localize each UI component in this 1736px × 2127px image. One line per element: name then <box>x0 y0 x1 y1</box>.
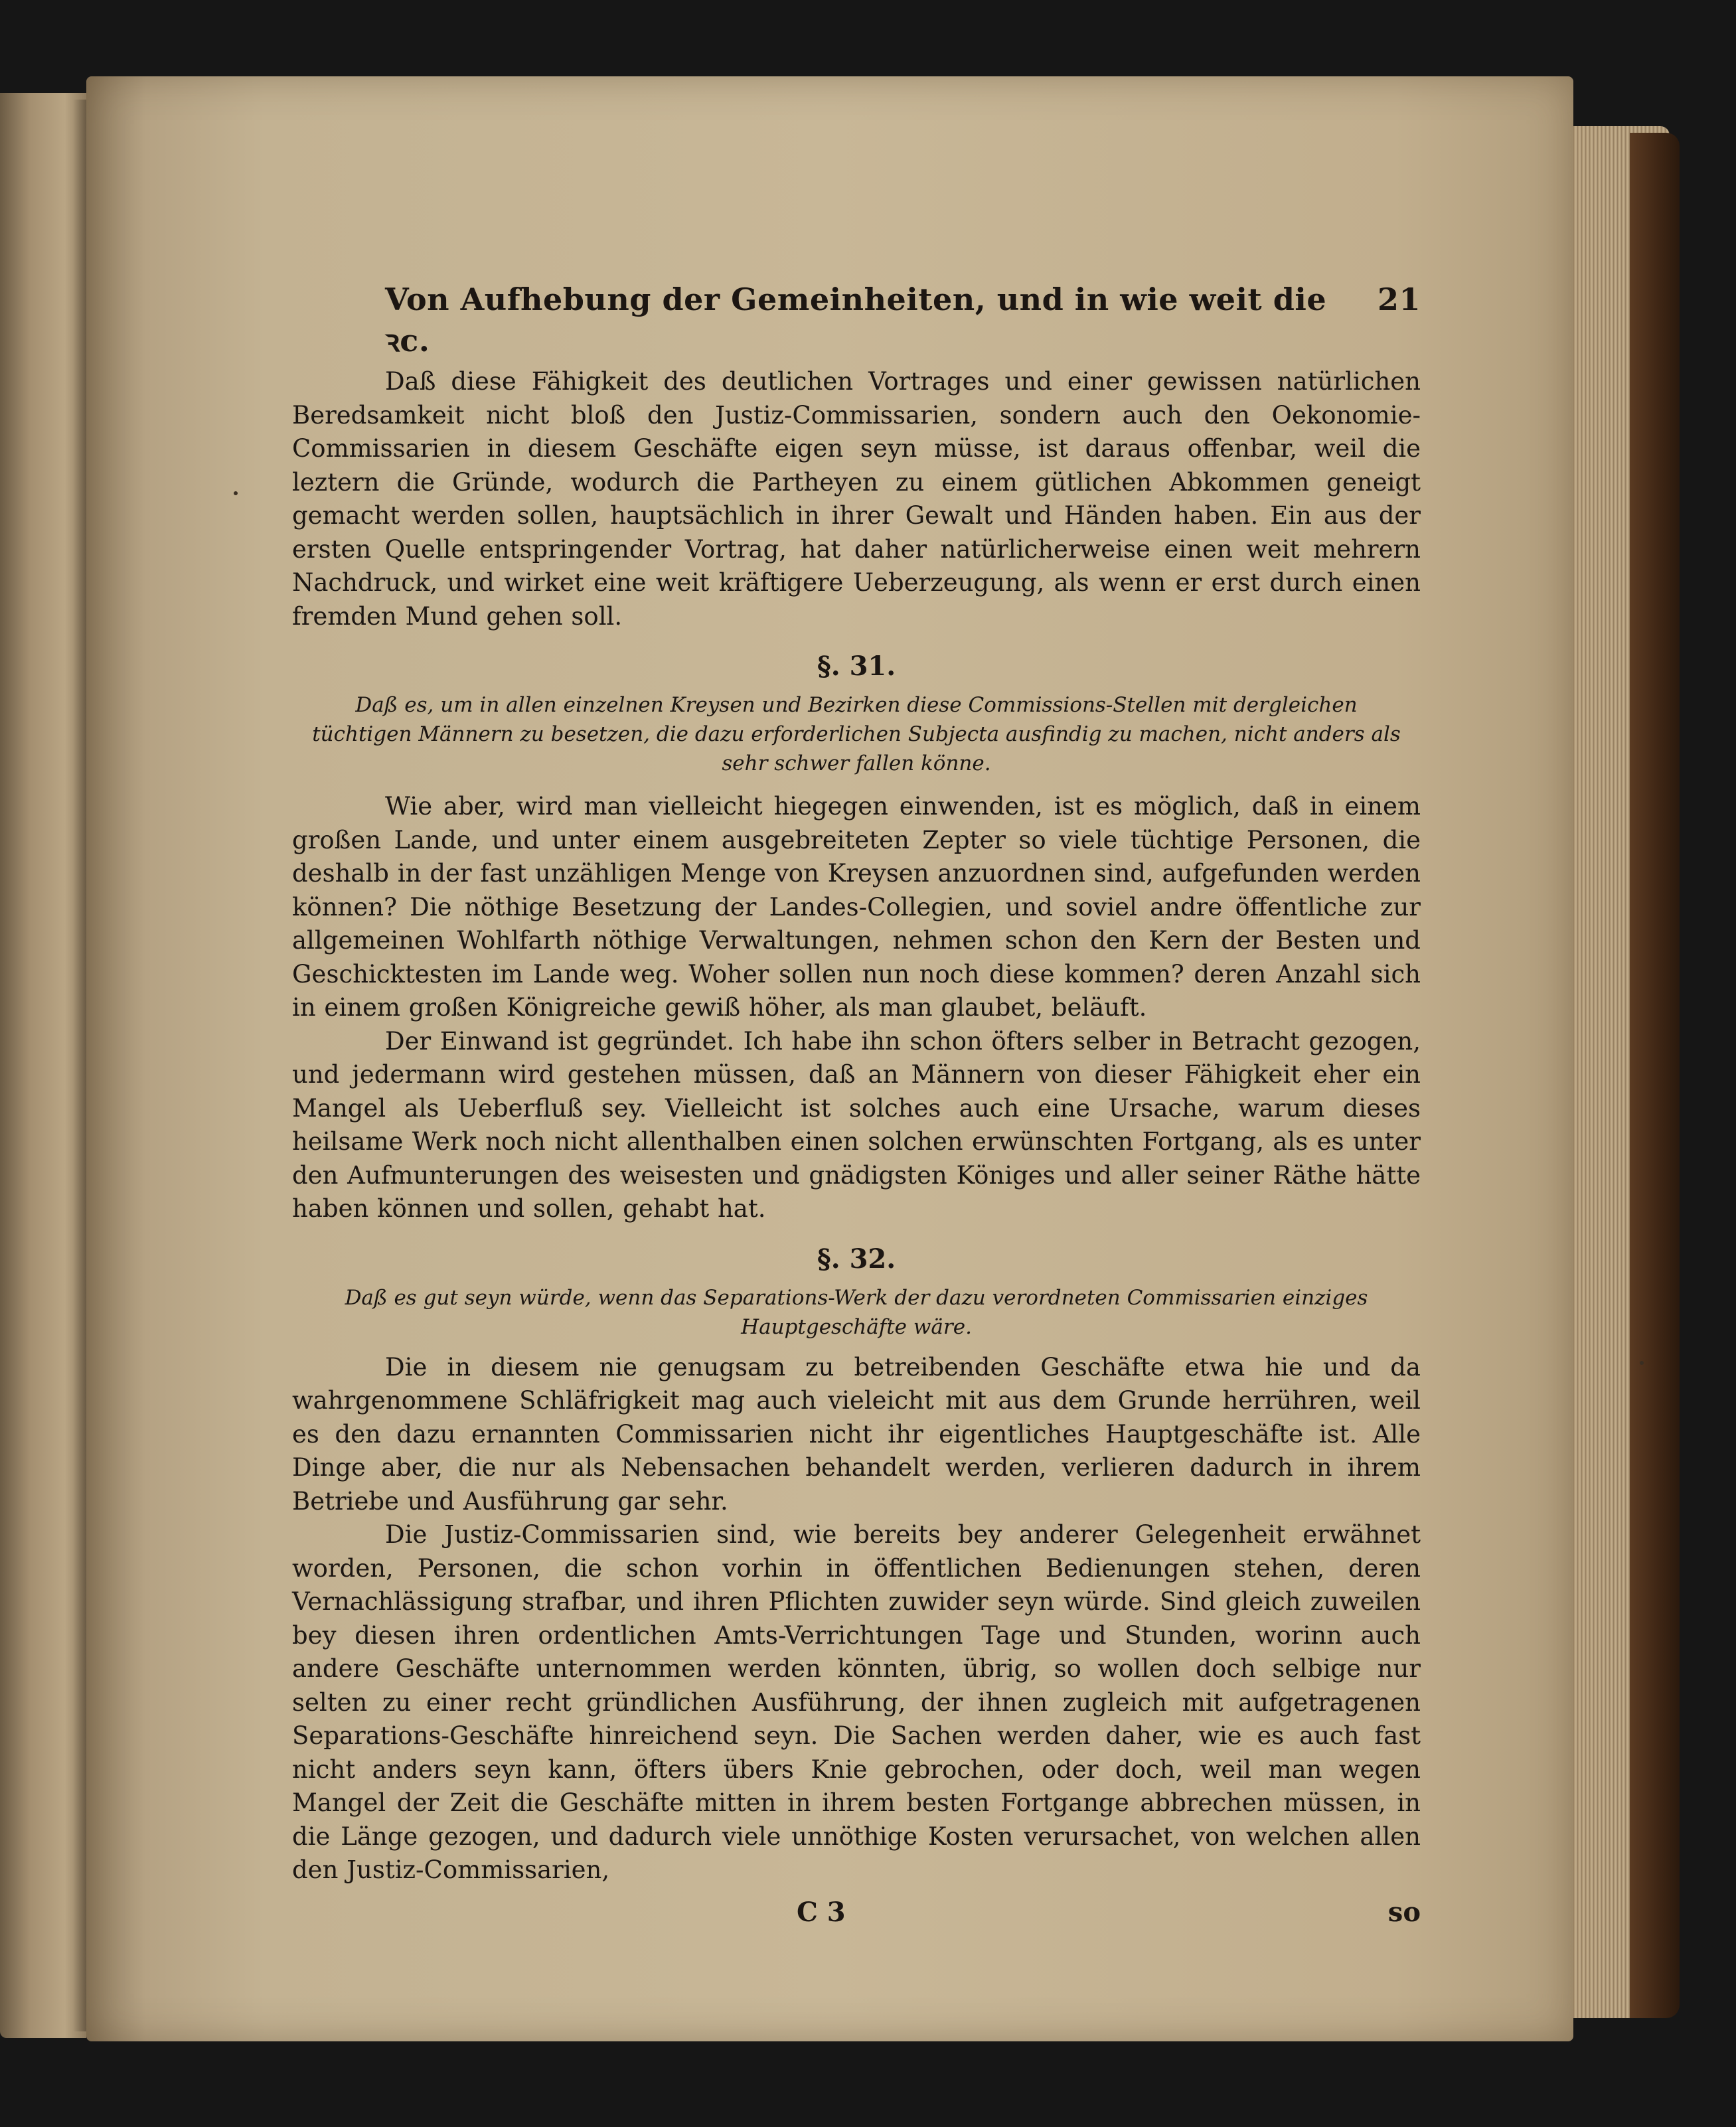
section-31 <box>292 648 1421 1226</box>
section-32 <box>292 1241 1421 1887</box>
intro-paragraph: Daß diese Fähigkeit des deutlichen Vortrages und einer gewissen natürlichen Beredsamkeit nicht bloß den Justiz-Commissarien, sondern auch den Oekonomie-Commissarien in diesem Geschäfte eigen seyn müsse, ist daraus offenbar, weil die leztern die Gründe, wodurch die Partheyen zu einem gütlichen Abkommen geneigt gemacht werden sollen, hauptsächlich in ihrer Gewalt und Händen haben. Ein aus der ersten Quelle entspringender Vortrag, hat daher natürlicherweise einen weit mehrern Nachdruck, und wirket eine weit kräftigere Ueberzeugung, als wenn er erst durch einen fremden Mund gehen soll. <box>292 367 1421 631</box>
page-footer <box>292 1894 1421 1934</box>
section-paragraph: Die Justiz-Commissarien sind, wie bereits bey anderer Gelegenheit erwähnet worden, Personen, die schon vorhin in öffentlichen Bedienungen stehen, deren Vernachlässigung strafbar, und ihren Pflichten zuwider seyn würde. Sind gleich zuweilen bey diesen ihren ordentlichen Amts-Verrichtungen Tage und Stunden, worinn auch andere Geschäfte unternommen werden könnten, übrig, so wollen doch selbige nur selten zu einer recht gründlichen Ausführung, der ihnen zugleich mit aufgetragenen Separations-Geschäfte hinreichend seyn. Die Sachen werden daher, wie es auch fast nicht anders seyn kann, öfters übers Knie gebrochen, oder doch, weil man wegen Mangel der Zeit die Geschäfte mitten in ihrem besten Fortgange abbrechen müssen, in die Länge gezogen, und dadurch viele unnöthige Kosten verursachet, von welchen allen den Justiz-Commissarien, <box>292 1520 1421 1884</box>
catchword: so <box>1387 1896 1421 1928</box>
paper-speck <box>1640 1361 1644 1365</box>
running-head-title: Von Aufhebung der Gemeinheiten, und in wie weit die ꝛc. <box>385 281 1327 358</box>
page-content <box>292 279 1421 1934</box>
section-mark: §. 31. <box>817 651 896 682</box>
section-summary: Daß es, um in allen einzelnen Kreysen und Bezirken diese Commissions-Stellen mit dergleichen tüchtigen Männern zu besetzen, die dazu erforderlichen Subjecta ausfindig zu machen, nicht anders als sehr schwer fallen könne. <box>312 693 1401 775</box>
signature-mark: C 3 <box>797 1896 846 1928</box>
book-cover-edge <box>1630 133 1680 2018</box>
section-mark: §. 32. <box>817 1243 896 1275</box>
paper-speck <box>234 491 238 495</box>
section-paragraph: Der Einwand ist gegründet. Ich habe ihn schon öfters selber in Betracht gezogen, und jedermann wird gestehen müssen, daß an Männern von dieser Fähigkeit eher ein Mangel als Ueberfluß sey. Vielleicht ist solches auch eine Ursache, warum dieses heilsame Werk noch nicht allenthalben einen solchen erwünschten Fortgang, als es unter den Aufmunterungen des weisesten und gnädigsten Königes und aller seiner Räthe hätte haben können und sollen, gehabt hat. <box>292 1026 1421 1223</box>
page-number: 21 <box>1377 281 1421 317</box>
section-summary: Daß es gut seyn würde, wenn das Separations-Werk der dazu verordneten Commissarien einziges Hauptgeschäfte wäre. <box>345 1285 1368 1339</box>
section-paragraph: Wie aber, wird man vielleicht hiegegen einwenden, ist es möglich, daß in einem großen Lande, und unter einem ausgebreiteten Zepter so viele tüchtige Personen, die deshalb in der fast unzähligen Menge von Kreysen anzuordnen sind, aufgefunden werden können? Die nöthige Besetzung der Landes-Collegien, und soviel andre öffentliche zur allgemeinen Wohlfarth nöthige Verwaltungen, nehmen schon den Kern der Besten und Geschicktesten im Lande weg. Woher sollen nun noch diese kommen? deren Anzahl sich in einem großen Königreiche gewiß höher, als man glaubet, beläuft. <box>292 792 1421 1022</box>
section-paragraph: Die in diesem nie genugsam zu betreibenden Geschäfte etwa hie und da wahrgenommene Schläfrigkeit mag auch vieleicht mit aus dem Grunde herrühren, weil es den dazu ernannten Commissarien nicht ihr eigentliches Hauptgeschäfte ist. Alle Dinge aber, die nur als Nebensachen behandelt werden, verlieren dadurch in ihrem Betriebe und Ausführung gar sehr. <box>292 1352 1421 1516</box>
running-head <box>292 279 1421 361</box>
